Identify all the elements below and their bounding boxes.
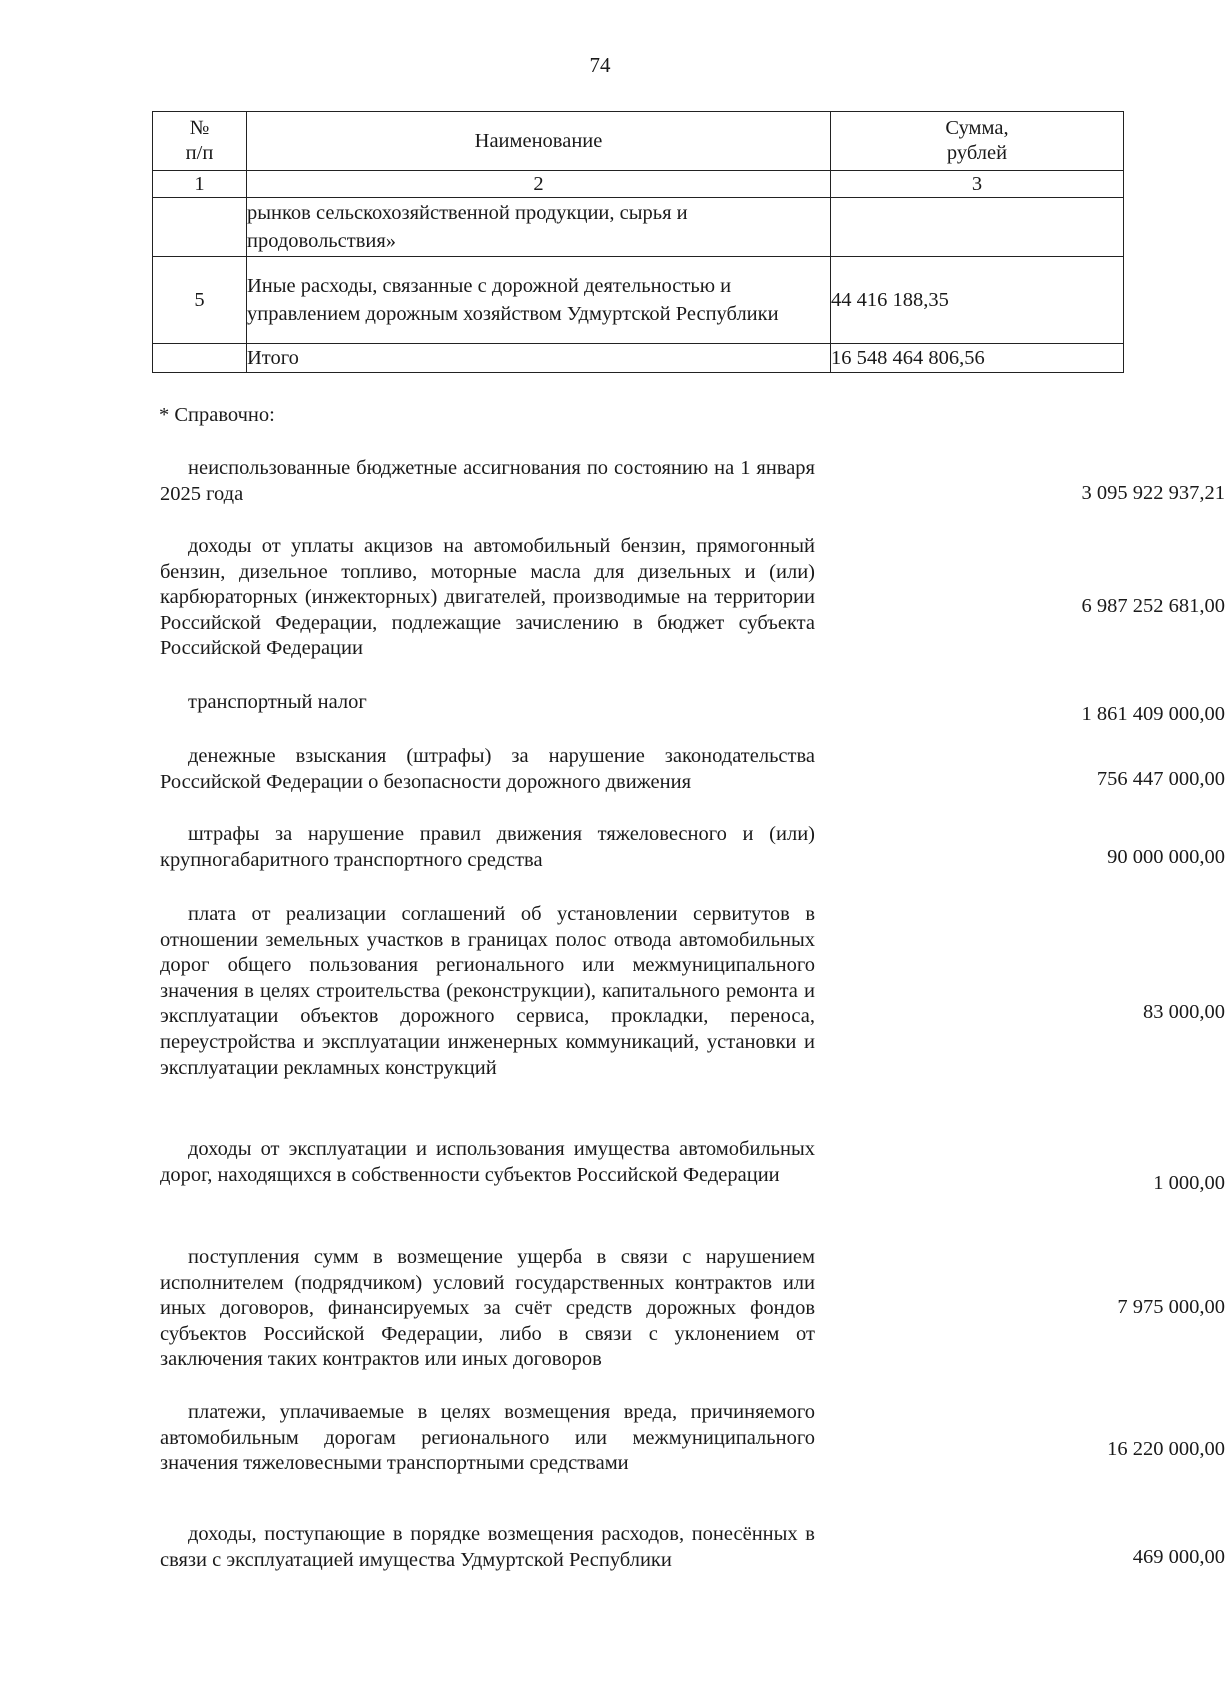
reference-item-text: доходы от уплаты акцизов на автомобильный бензин, прямогонный бензин, дизельное топливо, моторные масла для дизельных и (или) карбюраторных (инжекторных) двигателей, производимые на территории Российской Федерации, подлежащие зачислению в бюджет субъекта Российской Федерации — [160, 535, 815, 660]
page-number: 74 — [589, 53, 611, 77]
total-label: Итого — [247, 344, 831, 373]
row-number — [153, 344, 247, 373]
header-sum-line1: Сумма, — [945, 117, 1009, 139]
reference-note: * Справочно: — [159, 404, 275, 426]
row-sum — [831, 198, 1124, 257]
table-total-row — [153, 344, 1124, 373]
column-index-2: 2 — [247, 171, 831, 198]
header-name: Наименование — [247, 112, 831, 171]
reference-item-value: 6 987 252 681,00 — [1081, 595, 1225, 617]
reference-item-value: 7 975 000,00 — [1117, 1296, 1225, 1318]
reference-item-value: 16 220 000,00 — [1107, 1438, 1225, 1460]
row-name: рынков сельскохозяйственной продукции, сырья и продовольствия» — [247, 198, 831, 257]
row-sum: 44 416 188,35 — [831, 257, 1124, 344]
row-number — [153, 198, 247, 257]
table-header-row — [153, 112, 1124, 171]
reference-item-text: штрафы за нарушение правил движения тяжеловесного и (или) крупногабаритного транспортного средства — [160, 823, 815, 871]
row-number: 5 — [153, 257, 247, 344]
reference-item-text: платежи, уплачиваемые в целях возмещения вреда, причиняемого автомобильным дорогам регионального или межмуниципального значения тяжеловесными транспортными средствами — [160, 1401, 815, 1475]
budget-table — [152, 111, 1124, 373]
column-index-row — [153, 171, 1124, 198]
header-no-line2: п/п — [185, 142, 214, 164]
reference-item-text: доходы от эксплуатации и использования имущества автомобильных дорог, находящихся в собственности субъектов Российской Федерации — [160, 1138, 815, 1186]
reference-item-text: неиспользованные бюджетные ассигнования по состоянию на 1 января 2025 года — [160, 457, 815, 505]
reference-item-value: 469 000,00 — [1132, 1546, 1225, 1568]
reference-item-text: транспортный налог — [188, 691, 367, 713]
header-no — [153, 112, 247, 171]
header-sum-line2: рублей — [946, 142, 1008, 164]
table-row — [153, 257, 1124, 344]
column-index-3: 3 — [831, 171, 1124, 198]
reference-item-text: доходы, поступающие в порядке возмещения расходов, понесённых в связи с эксплуатацией имущества Удмуртской Республики — [160, 1523, 815, 1571]
table-row — [153, 198, 1124, 257]
reference-item-value: 83 000,00 — [1143, 1001, 1225, 1023]
reference-item-value: 1 861 409 000,00 — [1081, 703, 1225, 725]
reference-item-text: денежные взыскания (штрафы) за нарушение законодательства Российской Федерации о безопасности дорожного движения — [160, 745, 815, 793]
reference-item-value: 1 000,00 — [1153, 1172, 1225, 1194]
total-sum: 16 548 464 806,56 — [831, 344, 1124, 373]
reference-item-text: поступления сумм в возмещение ущерба в связи с нарушением исполнителем (подрядчиком) условий государственных контрактов или иных договоров, финансируемых за счёт средств дорожных фондов субъектов Российской Федерации, либо в связи с уклонением от заключения таких контрактов или иных договоров — [160, 1246, 815, 1371]
header-sum — [831, 112, 1124, 171]
row-name: Иные расходы, связанные с дорожной деятельностью и управлением дорожным хозяйством Удмуртской Республики — [247, 257, 831, 344]
column-index-1: 1 — [153, 171, 247, 198]
header-no-line1: № — [189, 117, 210, 139]
reference-item-value: 3 095 922 937,21 — [1081, 482, 1225, 504]
reference-item-text: плата от реализации соглашений об установлении сервитутов в отношении земельных участков в границах полос отвода автомобильных дорог общего пользования регионального или межмуниципального значения в целях строительства (реконструкции), капитального ремонта и эксплуатации объектов дорожного сервиса, прокладки, переноса, переустройства и эксплуатации инженерных коммуникаций, установки и эксплуатации рекламных конструкций — [160, 903, 815, 1079]
reference-item-value: 756 447 000,00 — [1096, 768, 1225, 790]
reference-item-value: 90 000 000,00 — [1107, 846, 1225, 868]
